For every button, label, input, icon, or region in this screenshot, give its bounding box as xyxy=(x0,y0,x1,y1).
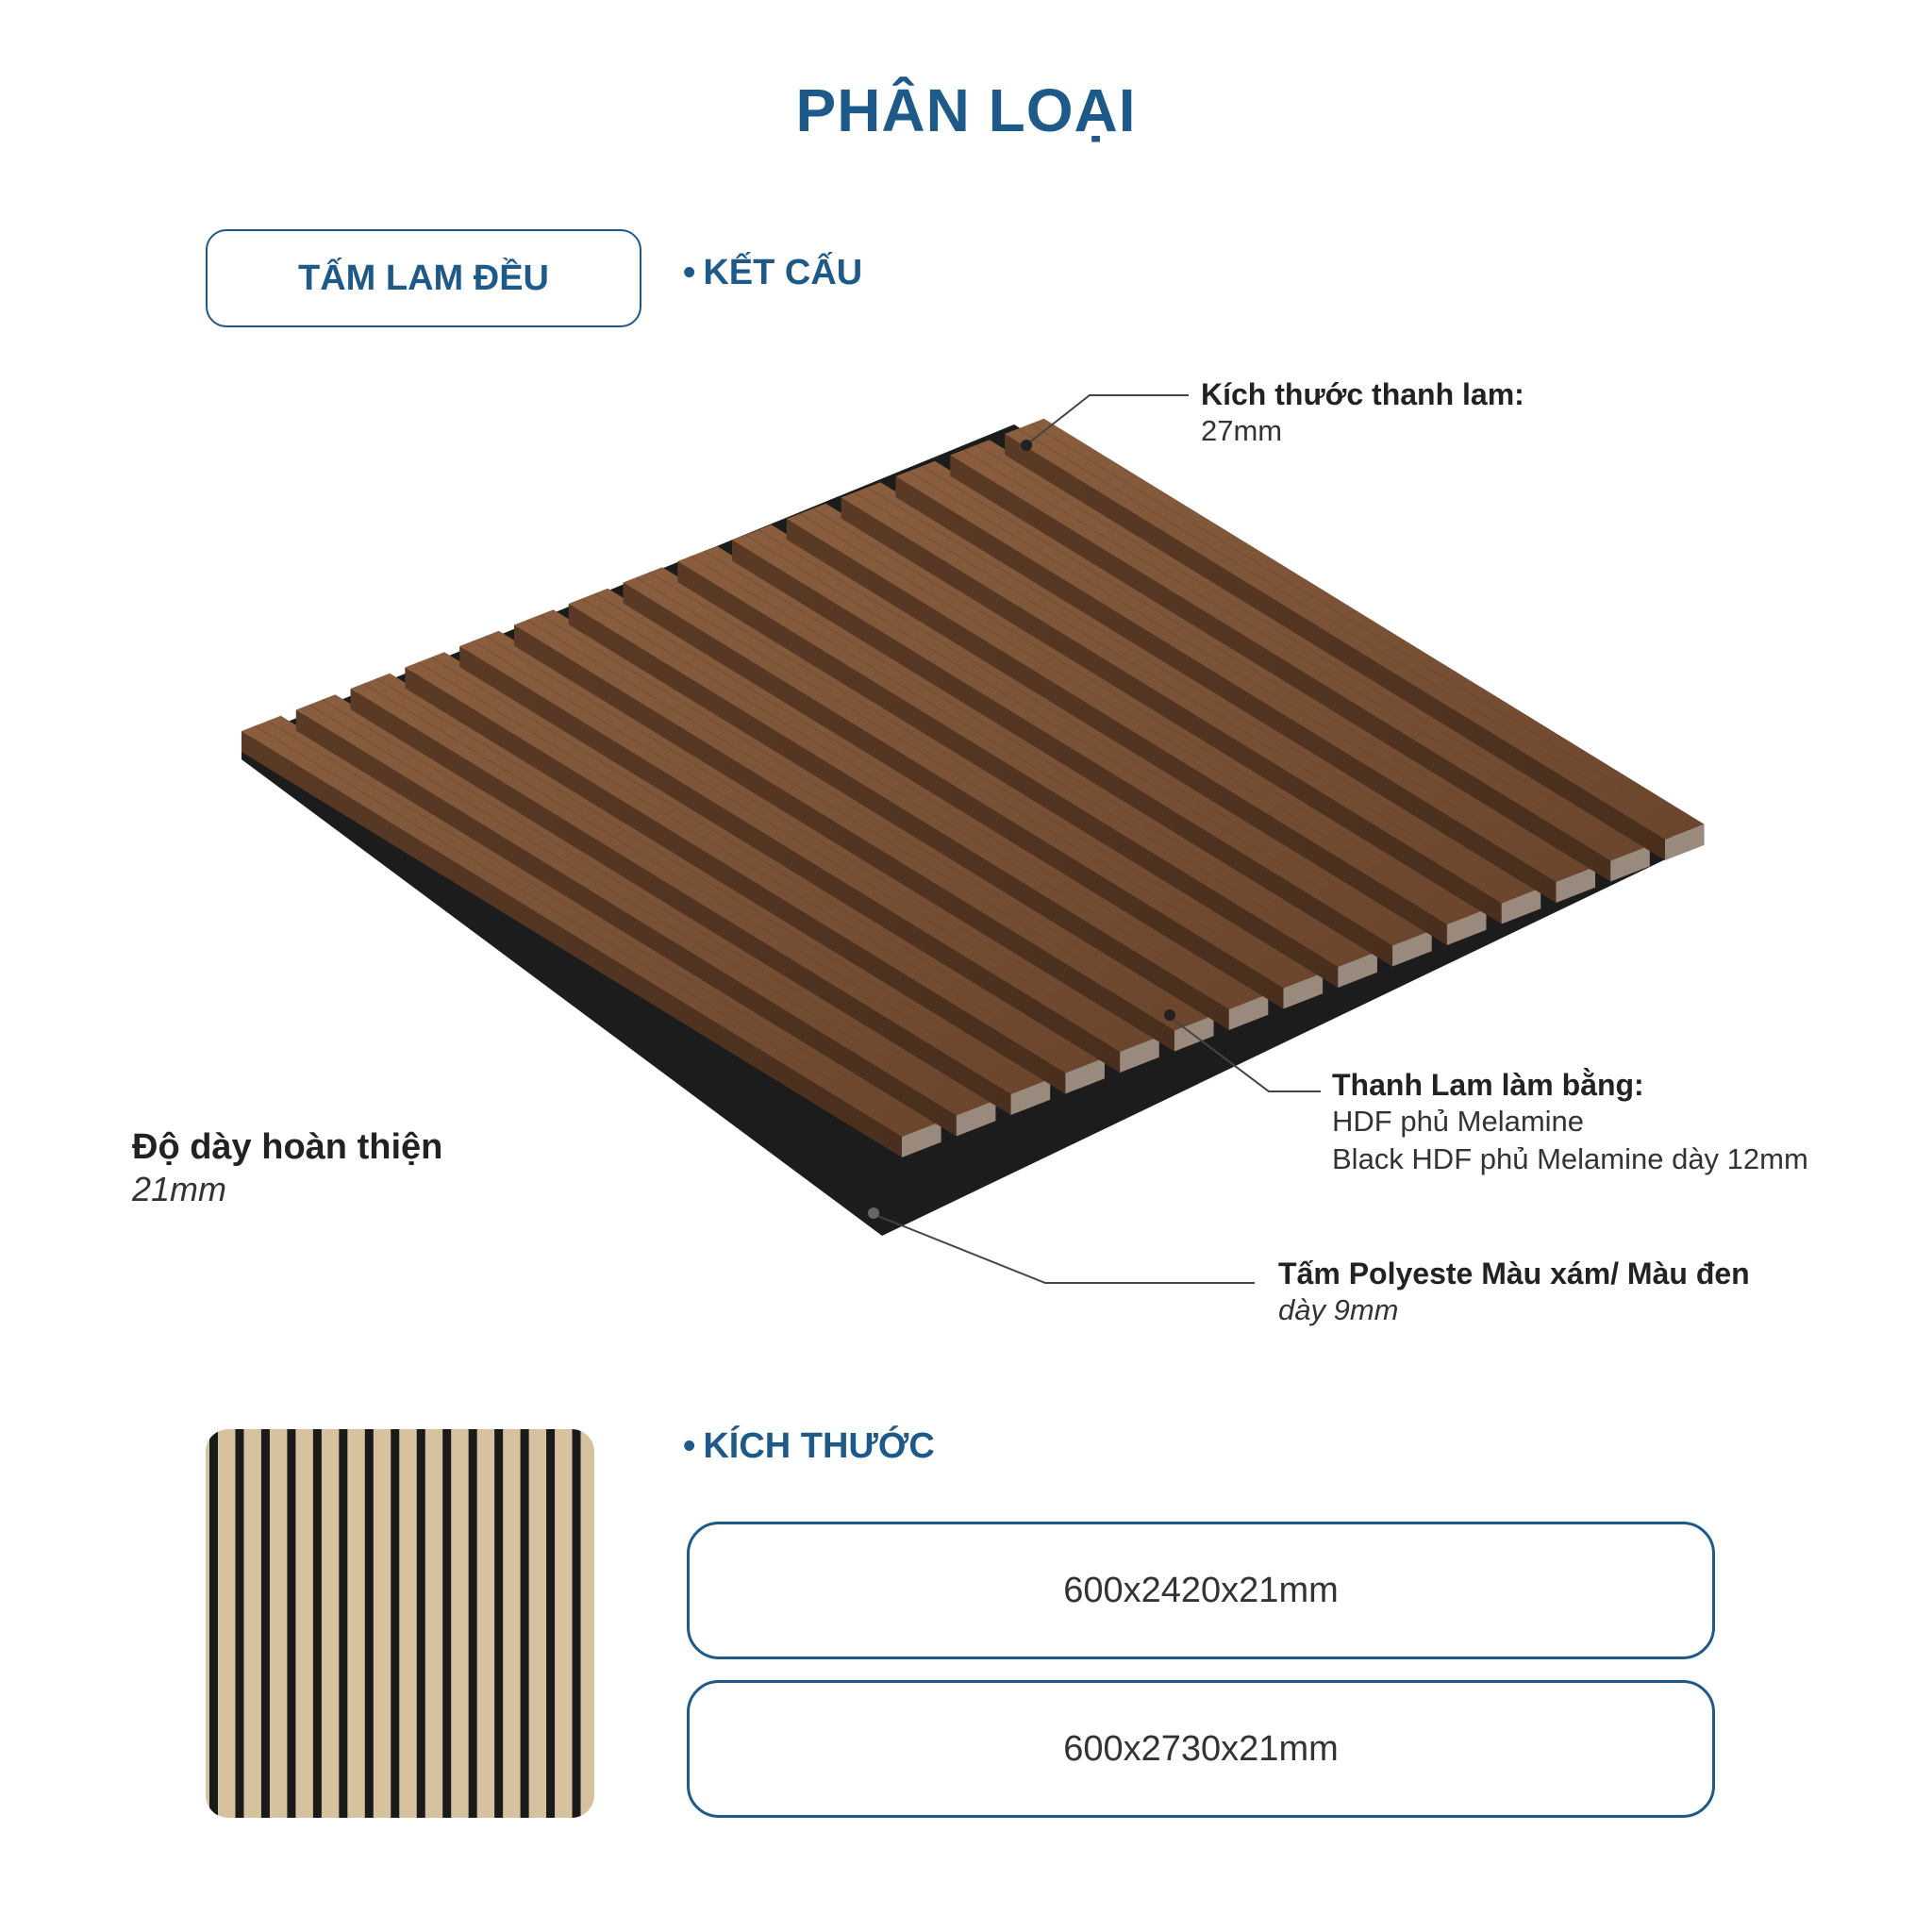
structure-bullet: • xyxy=(683,253,696,292)
leader-dot-slat-size xyxy=(1021,440,1032,451)
leader-line-backing xyxy=(875,1215,1255,1283)
dimensions-heading xyxy=(683,1426,935,1467)
slat-size-value: 27mm xyxy=(1201,414,1283,447)
size-option-1-label: 600x2420x21mm xyxy=(1063,1570,1339,1610)
size-option-2-label: 600x2730x21mm xyxy=(1063,1728,1339,1769)
slat-material-line-1: HDF phủ Melamine xyxy=(1332,1105,1585,1138)
size-option-1[interactable] xyxy=(687,1522,1715,1659)
structure-label: KẾT CẤU xyxy=(703,253,863,292)
backing-value: dày 9mm xyxy=(1278,1293,1399,1326)
dimensions-bullet: • xyxy=(683,1426,696,1466)
leader-dot-backing xyxy=(868,1207,879,1219)
slat-size-title: Kích thước thanh lam: xyxy=(1201,377,1524,411)
thickness-value: 21mm xyxy=(132,1170,227,1208)
slat-material-line-2: Black HDF phủ Melamine dày 12mm xyxy=(1332,1142,1808,1175)
size-option-2[interactable] xyxy=(687,1680,1715,1818)
leader-dot-slat-material xyxy=(1164,1009,1175,1021)
annotation-backing xyxy=(1278,1257,1750,1329)
product-type-label: TẤM LAM ĐỀU xyxy=(298,258,549,298)
annotation-slat-material xyxy=(1332,1068,1808,1178)
page-title: PHÂN LOẠI xyxy=(795,76,1137,144)
dimensions-label: KÍCH THƯỚC xyxy=(703,1426,935,1466)
annotation-thickness xyxy=(132,1127,442,1211)
slat-material-title: Thanh Lam làm bằng: xyxy=(1332,1068,1644,1102)
thickness-title: Độ dày hoàn thiện xyxy=(132,1127,443,1167)
annotation-slat-size xyxy=(1201,377,1524,450)
backing-title: Tấm Polyeste Màu xám/ Màu đen xyxy=(1278,1257,1750,1290)
